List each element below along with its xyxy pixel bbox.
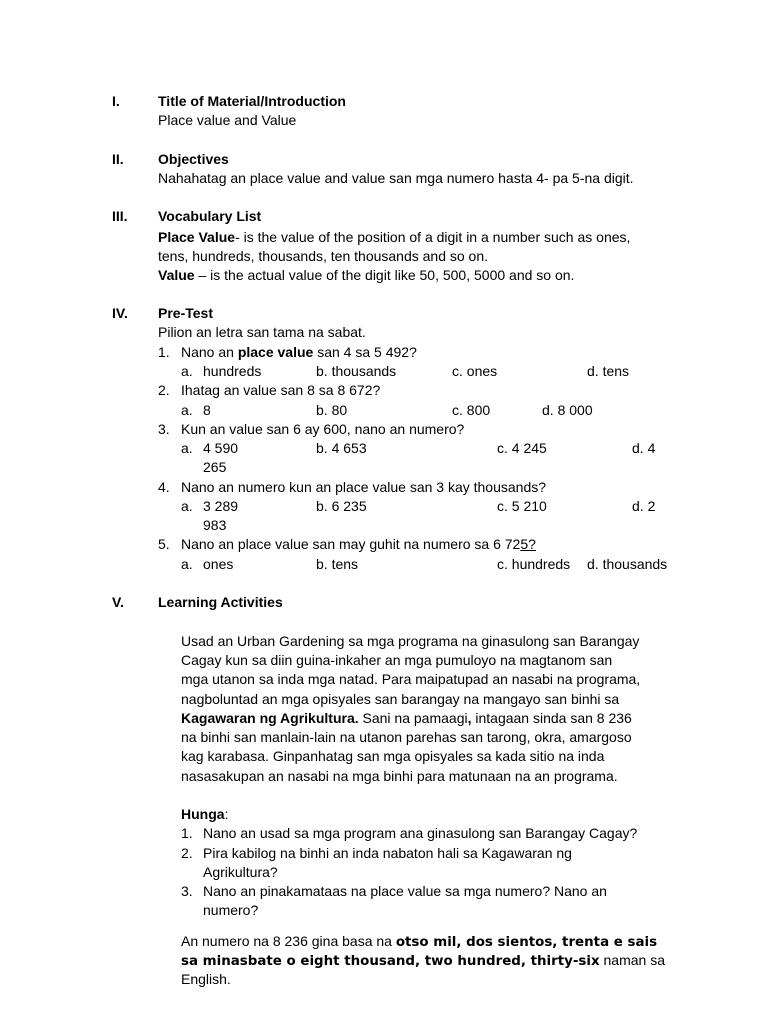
q3-option-c: c. 4 245 [497, 440, 547, 456]
question-5-pre: Nano an place value san may guhit na numero sa 6 72 [181, 536, 521, 552]
hunga-3-text: Nano an pinakamataas na place value sa mga numero? Nano an [203, 883, 607, 899]
q5-option-a: ones [203, 556, 234, 572]
place-value-def-line1: - is the value of the position of a digit in a number such as ones, [235, 229, 631, 245]
question-3-number: 3. [158, 421, 170, 437]
section-2-heading: Objectives [158, 151, 229, 167]
q1-option-b: b. thousands [316, 363, 397, 379]
q3-option-a-wrap: 265 [203, 459, 227, 475]
hunga-2-text: Pira kabilog na binhi an inda nabaton hali sa Kagawaran ng [203, 845, 572, 861]
paragraph-line-5-end: intagaan sinda san 8 236 [471, 710, 632, 726]
paragraph-line-5-mid: Sani na pamaagi [358, 710, 468, 726]
q5-option-d: d. thousands [587, 556, 668, 572]
paragraph-line-6: na binhi san manlain-lain na utanon parehas san tarong, okra, amargoso [181, 729, 632, 745]
paragraph-line-5-comma: , [467, 710, 472, 726]
q4-option-d: d. 2 [632, 498, 656, 514]
question-1-text [181, 343, 417, 362]
q4-option-a: 3 289 [203, 498, 239, 514]
value-term: Value [158, 267, 195, 283]
q3-option-a: 4 590 [203, 440, 239, 456]
section-2-numeral: II. [112, 151, 124, 167]
section-4-heading: Pre-Test [158, 305, 213, 321]
question-1-bold: place value [237, 344, 314, 360]
question-1-pre: Nano an [181, 344, 238, 360]
paragraph-line-5 [181, 709, 632, 728]
final-line-1-pre: An numero na 8 236 gina basa na [181, 933, 396, 949]
section-5-heading: Learning Activities [158, 594, 283, 610]
q1-option-a: hundreds [203, 363, 262, 379]
question-1-number: 1. [158, 344, 170, 360]
section-1-heading: Title of Material/Introduction [158, 93, 346, 109]
section-3-heading: Vocabulary List [158, 208, 262, 224]
hunga-2-number: 2. [181, 845, 193, 861]
paragraph-line-4: nagboluntad an mga opisyales san barangay na mangayo san binhi sa [181, 691, 620, 707]
place-value-def-line2: tens, hundreds, thousands, ten thousands and so on. [158, 248, 489, 264]
q4-option-a-wrap: 983 [203, 517, 227, 533]
paragraph-line-3: mga utanon sa inda mga natad. Para maipatupad an nasabi na programa, [181, 671, 641, 687]
question-5-text [181, 535, 536, 554]
hunga-heading: Hunga [181, 806, 225, 822]
hunga-3-text-wrap: numero? [203, 902, 259, 918]
section-5-numeral: V. [112, 594, 124, 610]
pretest-instruction: Pilion an letra san tama na sabat. [158, 324, 366, 340]
place-value-definition [158, 228, 630, 247]
paragraph-line-1: Usad an Urban Gardening sa mga programa na ginasulong san Barangay [181, 633, 640, 649]
q1-option-d: d. tens [587, 363, 630, 379]
paragraph-line-2: Cagay kun sa diin guina-inkaher an mga pumuloyo na magtanom san [181, 652, 613, 668]
question-5-underlined: 5? [520, 536, 536, 552]
q5-option-a-letter: a. [181, 556, 193, 572]
hunga-1-text: Nano an usad sa mga program ana ginasulong san Barangay Cagay? [203, 825, 638, 841]
question-2-text: Ihatag an value san 8 sa 8 672? [181, 382, 381, 398]
q5-option-b: b. tens [316, 556, 359, 572]
q1-option-a-letter: a. [181, 363, 193, 379]
question-4-text: Nano an numero kun an place value san 3 kay thousands? [181, 479, 547, 495]
q1-option-c: c. ones [452, 363, 498, 379]
q4-option-b: b. 6 235 [316, 498, 367, 514]
question-3-text: Kun an value san 6 ay 600, nano an numero? [181, 421, 465, 437]
place-value-term: Place Value [158, 229, 236, 245]
hunga-colon: : [224, 806, 229, 822]
q3-option-b: b. 4 653 [316, 440, 367, 456]
hunga-label [181, 805, 228, 824]
q2-option-a: 8 [203, 402, 211, 418]
section-1-text: Place value and Value [158, 112, 297, 128]
paragraph-line-8: nasasakupan an nasabi na mga binhi para matunaan na an programa. [181, 768, 618, 784]
q5-option-c: c. hundreds [497, 556, 571, 572]
hunga-1-number: 1. [181, 825, 193, 841]
section-4-numeral: IV. [112, 305, 128, 321]
section-1-numeral: I. [112, 93, 120, 109]
number-in-masbatenyo: otso mil, dos sientos, trenta e sais [395, 935, 658, 950]
final-line-1 [181, 932, 657, 952]
q3-option-a-letter: a. [181, 440, 193, 456]
final-line-3: English. [181, 971, 231, 987]
hunga-3-number: 3. [181, 883, 193, 899]
value-def-text: – is the actual value of the digit like 50, 500, 5000 and so on. [194, 267, 575, 283]
q2-option-a-letter: a. [181, 402, 193, 418]
final-line-2 [181, 951, 665, 971]
value-definition [158, 266, 574, 285]
q3-option-d: d. 4 [632, 440, 656, 456]
q4-option-c: c. 5 210 [497, 498, 547, 514]
question-4-number: 4. [158, 479, 170, 495]
paragraph-line-7: kag karabasa. Ginpanhatag san mga opisyales sa kada sitio na inda [181, 748, 605, 764]
q2-option-d: d. 8 000 [542, 402, 593, 418]
question-1-post: san 4 sa 5 492? [313, 344, 417, 360]
hunga-2-text-wrap: Agrikultura? [203, 864, 278, 880]
question-2-number: 2. [158, 382, 170, 398]
q2-option-c: c. 800 [452, 402, 491, 418]
q2-option-b: b. 80 [316, 402, 348, 418]
number-in-english: sa minasbate o eight thousand, two hundred, thirty-six [181, 954, 600, 969]
agency-name: Kagawaran ng Agrikultura. [181, 710, 359, 726]
question-5-number: 5. [158, 536, 170, 552]
final-line-2-post: naman sa [599, 952, 665, 968]
q4-option-a-letter: a. [181, 498, 193, 514]
section-2-text: Nahahatag an place value and value san mga numero hasta 4- pa 5-na digit. [158, 170, 634, 186]
section-3-numeral: III. [112, 208, 128, 224]
